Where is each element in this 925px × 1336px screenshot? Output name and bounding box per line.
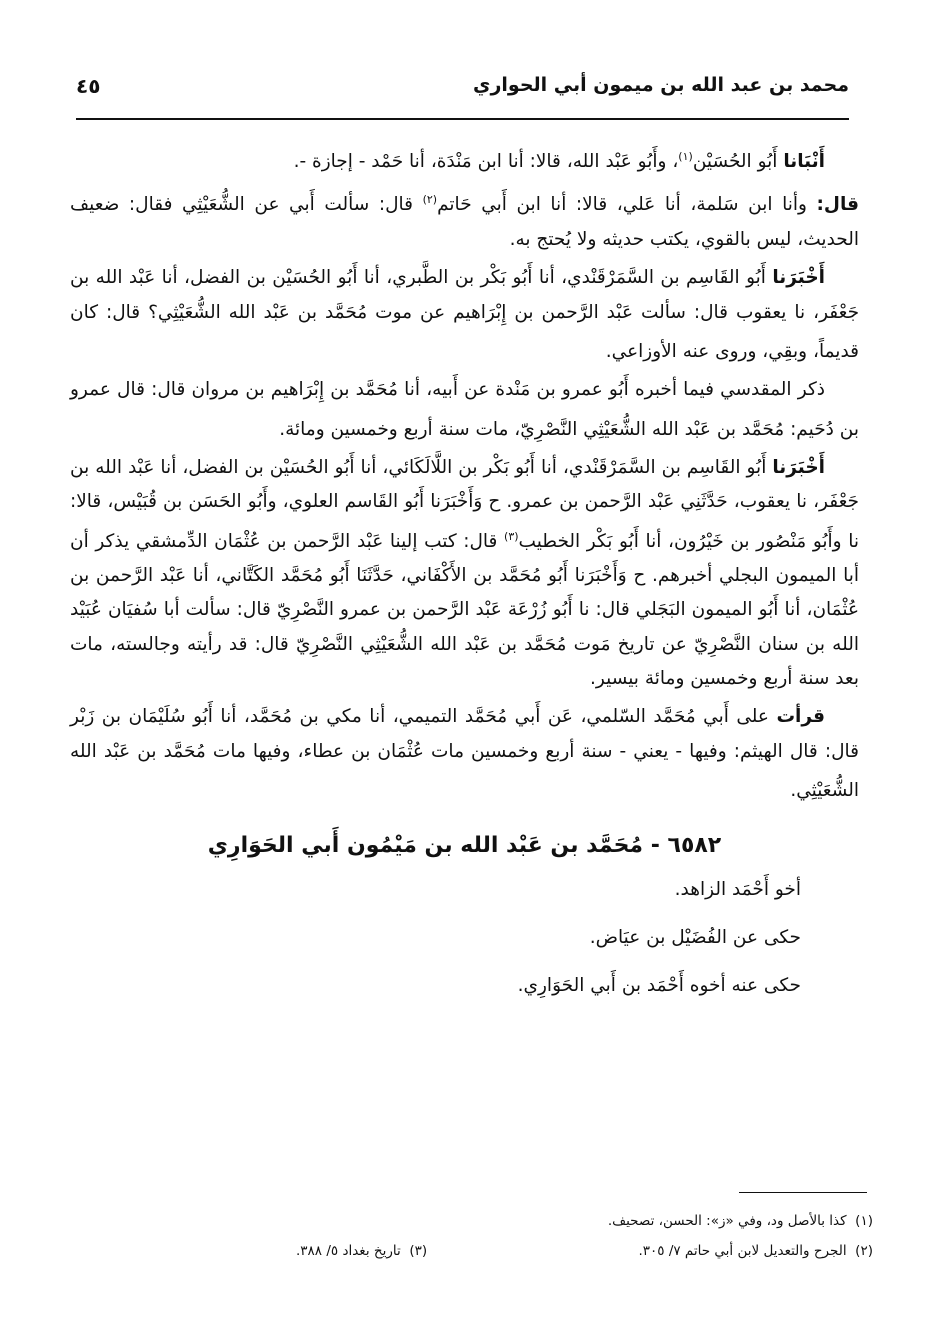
- paragraph: [70, 140, 859, 179]
- paragraph: [70, 183, 859, 257]
- paragraph-text: قال: كتب إلينا عَبْد الرَّحمن بن عُثْمَان الدِّمشقي يذكر أن أبا الميمون البجلي أخبرهم. ح وَأَخْبَرَنا أَبُو مُحَمَّد بن الأَكْفَاني، حَدَّثَنَا أَبُو مُحَمَّد الكَتَّاني، أنا عَبْد الرَّحمن بن عُثْمَان، أنا أَبُو الميمون البَجَلي قال: نا أَبُو زُرْعَة عَبْد الرَّحمن بن عمرو النَّصْرِيّ قال: سألت أبا سُفيَان عُبَيْد الله بن سنان النَّصْرِيّ عن تاريخ مَوت مُحَمَّد بن عَبْد الله الشُّعَيْثِي النَّصْرِيّ قال: قد رأيته وجالسته، مات بعد سنة أربع وخمسين ومائة بيسير.: [70, 530, 859, 689]
- footnotes: [76, 1206, 873, 1266]
- paragraph-lead: أَنْبَانا: [783, 151, 825, 173]
- paragraph: [70, 700, 859, 808]
- header-rule: [76, 118, 849, 120]
- footnote: [296, 1236, 427, 1266]
- footnote-text: كذا بالأصل ود، وفي «ز»: الحسن، تصحيف.: [607, 1213, 847, 1229]
- paragraph-text: ، وأَبُو عَبْد الله، قالا: أنا ابن مَنْدَة، أنا حَمْد - إجازة -.: [293, 151, 679, 173]
- running-header: [76, 74, 849, 114]
- entry-line: أخو أَحْمَد الزاهد.: [674, 879, 801, 901]
- footnote: [76, 1206, 873, 1236]
- footnote-marker: (٣): [504, 529, 519, 543]
- paragraph-text: أَبُو الحُسَيْن: [692, 151, 784, 173]
- paragraph-lead: أَخْبَرَنا: [772, 457, 825, 478]
- paragraph: [70, 451, 859, 696]
- entry-line: حكى عنه أخوه أَحْمَد بن أَبي الحَوَارِي.: [517, 975, 801, 997]
- paragraph-text: قال: سألت أَبي عن الشُّعَيْثِي فقال: ضعيف الحديث، ليس بالقوي، يكتب حديثه ولا يُحتج به.: [70, 194, 859, 250]
- entry-line: حكى عن الفُضَيْل بن عيَاض.: [589, 927, 801, 949]
- paragraph-text: ذكر المقدسي فيما أخبره أَبُو عمرو بن مَنْدة عن أَبيه، أنا مُحَمَّد بن إِبْرَاهيم بن مروان قال: قال عمرو بن دُحَيم: مُحَمَّد بن عَبْد الله الشُّعَيْثِي النَّصْرِيّ، مات سنة أربع وخمسين ومائة.: [70, 379, 859, 440]
- paragraph-text: على أَبي مُحَمَّد السّلمي، عَن أَبي مُحَمَّد التميمي، أنا مكي بن مُحَمَّد، أنا أَبُو سُلَيْمَان بن زَبْر قال: قال الهيثم: وفيها - يعني - سنة أربع وخمسين مات عُثْمَان بن عطاء، وفيها مات مُحَمَّد بن عَبْد الله الشُّعَيْثِي.: [70, 706, 859, 801]
- paragraph-lead: قرأت: [776, 706, 825, 728]
- footnote-number: (٢): [855, 1243, 873, 1259]
- footnote: [76, 1236, 873, 1266]
- paragraph-lead: قال:: [816, 194, 860, 216]
- footnote-marker: (١): [678, 150, 693, 163]
- footnote-number: (١): [855, 1213, 873, 1229]
- entry-heading: ٦٥٨٢ - مُحَمَّد بن عَبْد الله بن مَيْمُون أَبي الحَوَارِي: [207, 833, 722, 859]
- paragraph-lead: أَخْبَرَنا: [772, 267, 825, 289]
- paragraph: [70, 261, 859, 369]
- footnote-rule: [739, 1192, 867, 1193]
- footnote-marker: (٢): [422, 193, 438, 207]
- main-text: [70, 140, 859, 1014]
- paragraph: [70, 373, 859, 447]
- footnote-number: (٣): [409, 1243, 428, 1259]
- footnote-text: تاريخ بغداد ٥/ ٣٨٨.: [296, 1243, 401, 1259]
- paragraph-text: وأنا ابن سَلمة، أنا عَلي، قالا: أنا ابن أَبي حَاتم: [437, 194, 817, 216]
- footnote-text: الجرح والتعديل لابن أبي حاتم ٧/ ٣٠٥.: [638, 1243, 847, 1259]
- paragraph-text: أَبُو القَاسِم بن السَّمَرْقَنْدي، أنا أَبُو بَكْر بن اللَّالَكَائي، أنا أَبُو الحُسَيْن بن الفضل، أنا عَبْد الله بن جَعْفَر، نا يعقوب، حَدَّثَنِي عَبْد الرَّحمن بن عمرو. ح وَأَخْبَرَنا أَبُو القَاسم العلوي، وأَبُو الحَسَن بن قُبَيْس، قالا: نا وأَبُو مَنْصُور بن خَيْرُون، أنا أَبُو بَكْر الخطيب: [70, 457, 859, 552]
- page-number: ٤٥: [76, 74, 101, 98]
- paragraph-text: أَبُو القَاسِم بن السَّمَرْقَنْدي، أنا أَبُو بَكْر بن الطَّبري، أنا أَبُو الحُسَيْن بن الفضل، أنا عَبْد الله بن جَعْفَر، نا يعقوب قال: سألت عَبْد الرَّحمن بن إِبْرَاهيم عن موت مُحَمَّد بن عَبْد الله الشُّعَيْثِي؟ قال: كان قديماً، وبقِي، وروى عنه الأوزاعي.: [70, 267, 859, 362]
- header-title: محمد بن عبد الله بن ميمون أبي الحواري: [473, 74, 849, 96]
